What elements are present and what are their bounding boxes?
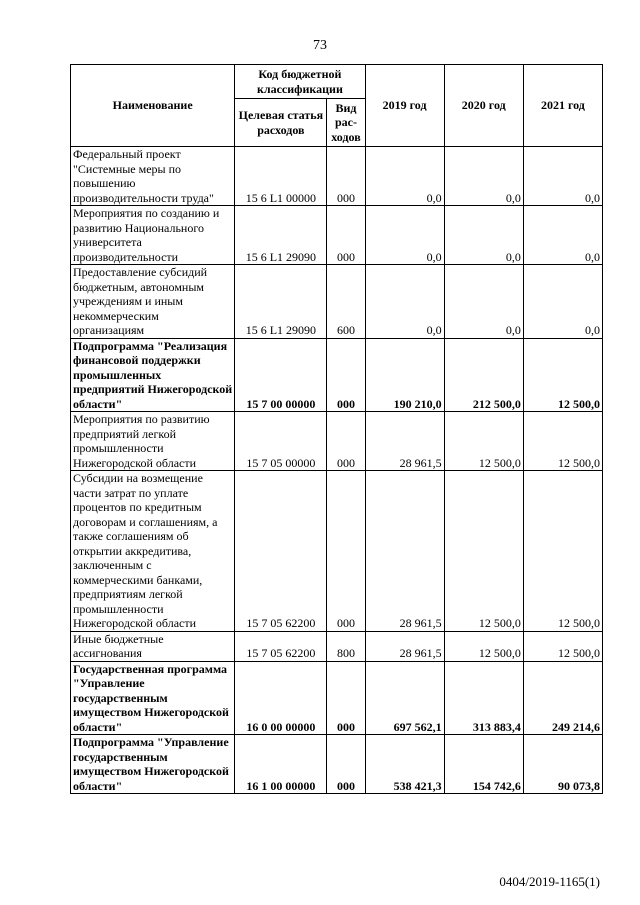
row-target-article: 15 6 L1 29090 (235, 265, 327, 339)
row-expense-type: 000 (327, 206, 365, 265)
row-target-article: 15 6 L1 29090 (235, 206, 327, 265)
row-name: Мероприятия по развитию предприятий легкой промышленности Нижегородской области (71, 412, 235, 471)
row-value-2020: 0,0 (444, 206, 523, 265)
row-expense-type: 000 (327, 338, 365, 412)
header-name: Наименование (71, 65, 235, 147)
table-row (71, 471, 603, 632)
row-value-2020: 0,0 (444, 147, 523, 206)
row-expense-type: 800 (327, 631, 365, 661)
row-expense-type: 000 (327, 147, 365, 206)
row-expense-type: 600 (327, 265, 365, 339)
row-target-article: 15 7 05 62200 (235, 631, 327, 661)
row-name: Иные бюджетные ассигнования (71, 631, 235, 661)
header-year-2019: 2019 год (365, 65, 444, 147)
row-value-2020: 313 883,4 (444, 661, 523, 735)
row-name: Подпрограмма "Управление государственным имуществом Нижегородской области" (71, 735, 235, 794)
page-number: 73 (313, 38, 327, 53)
header-classification: Код бюджетной классификации (235, 65, 365, 99)
row-target-article: 15 7 05 62200 (235, 471, 327, 632)
row-value-2019: 28 961,5 (365, 412, 444, 471)
table-row (71, 661, 603, 735)
row-value-2020: 12 500,0 (444, 631, 523, 661)
row-value-2020: 0,0 (444, 265, 523, 339)
row-name: Государственная программа "Управление государственным имуществом Нижегородской области" (71, 661, 235, 735)
row-value-2019: 28 961,5 (365, 631, 444, 661)
row-name: Подпрограмма "Реализация финансовой поддержки промышленных предприятий Нижегородской области" (71, 338, 235, 412)
row-value-2019: 0,0 (365, 147, 444, 206)
row-expense-type: 000 (327, 735, 365, 794)
table-row (71, 412, 603, 471)
row-value-2021: 0,0 (523, 147, 602, 206)
header-target-article: Целевая статья расходов (235, 99, 327, 147)
row-value-2019: 697 562,1 (365, 661, 444, 735)
row-target-article: 15 7 05 00000 (235, 412, 327, 471)
table-row (71, 735, 603, 794)
table-body (71, 147, 603, 794)
row-value-2021: 12 500,0 (523, 631, 602, 661)
row-value-2021: 90 073,8 (523, 735, 602, 794)
row-target-article: 15 6 L1 00000 (235, 147, 327, 206)
table-row (71, 631, 603, 661)
row-name: Федеральный проект "Системные меры по повышению производительности труда" (71, 147, 235, 206)
row-value-2021: 12 500,0 (523, 471, 602, 632)
table-row (71, 338, 603, 412)
row-name: Мероприятия по созданию и развитию Национального университета производительности (71, 206, 235, 265)
row-expense-type: 000 (327, 661, 365, 735)
row-value-2021: 0,0 (523, 265, 602, 339)
row-expense-type: 000 (327, 412, 365, 471)
header-year-2021: 2021 год (523, 65, 602, 147)
row-value-2019: 190 210,0 (365, 338, 444, 412)
document-id: 0404/2019-1165(1) (499, 874, 600, 889)
row-target-article: 16 1 00 00000 (235, 735, 327, 794)
row-value-2020: 154 742,6 (444, 735, 523, 794)
row-value-2021: 12 500,0 (523, 338, 602, 412)
row-value-2019: 28 961,5 (365, 471, 444, 632)
row-name: Предоставление субсидий бюджетным, автономным учреждениям и иным некоммерческим организациям (71, 265, 235, 339)
budget-table (70, 64, 603, 794)
table-row (71, 147, 603, 206)
row-value-2021: 0,0 (523, 206, 602, 265)
header-year-2020: 2020 год (444, 65, 523, 147)
row-value-2020: 12 500,0 (444, 412, 523, 471)
row-target-article: 16 0 00 00000 (235, 661, 327, 735)
row-value-2020: 212 500,0 (444, 338, 523, 412)
table-row (71, 265, 603, 339)
row-value-2020: 12 500,0 (444, 471, 523, 632)
header-expense-type: Вид рас-ходов (327, 99, 365, 147)
row-value-2019: 538 421,3 (365, 735, 444, 794)
row-expense-type: 000 (327, 471, 365, 632)
row-value-2021: 249 214,6 (523, 661, 602, 735)
row-name: Субсидии на возмещение части затрат по уплате процентов по кредитным договорам и соглашениям, а также соглашениям об открытии аккредитива, заключенным с коммерческими банками, предприятиям легкой промышленности Нижегородской области (71, 471, 235, 632)
row-target-article: 15 7 00 00000 (235, 338, 327, 412)
table-row (71, 206, 603, 265)
row-value-2019: 0,0 (365, 265, 444, 339)
row-value-2019: 0,0 (365, 206, 444, 265)
row-value-2021: 12 500,0 (523, 412, 602, 471)
